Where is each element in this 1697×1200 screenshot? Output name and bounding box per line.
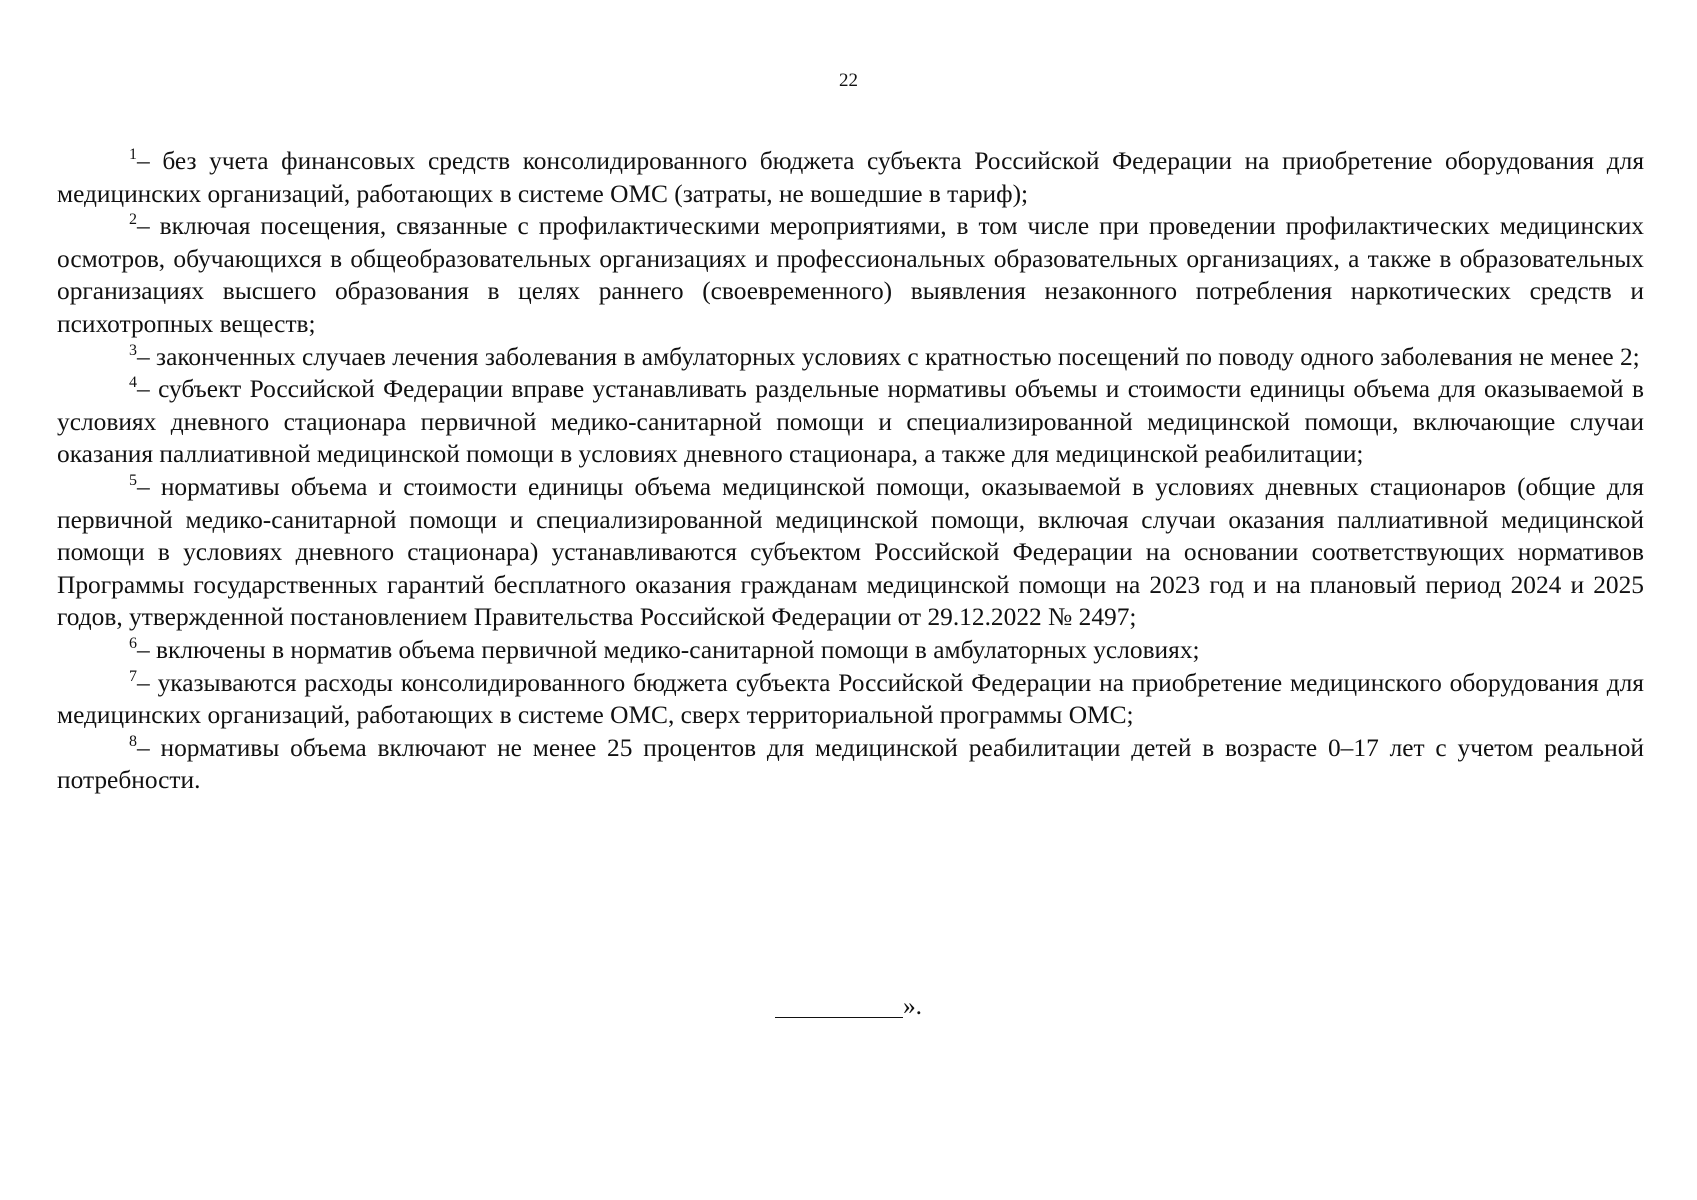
footnote-3 (57, 341, 1644, 374)
signature-rule (775, 993, 903, 1018)
footnote-8 (57, 732, 1644, 797)
footnote-marker: 1 (129, 146, 137, 163)
footnote-text: – указываются расходы консолидированного бюджета субъекта Российской Федерации на приобретение медицинского оборудования для медицинских организаций, работающих в системе ОМС, сверх территориальной программы ОМС; (57, 668, 1644, 730)
page-number: 22 (839, 70, 858, 91)
footnote-2 (57, 210, 1644, 340)
footnote-text: – нормативы объема и стоимости единицы объема медицинской помощи, оказываемой в условиях дневных стационаров (общие для первичной медико-санитарной помощи и специализированной медицинской помощи, включая случаи оказания паллиативной медицинской помощи в условиях дневного стационара) устанавливаются субъектом Российской Федерации на основании соответствующих нормативов Программы государственных гарантий бесплатного оказания гражданам медицинской помощи на 2023 год и на плановый период 2024 и 2025 годов, утвержденной постановлением Правительства Российской Федерации от 29.12.2022 № 2497; (57, 472, 1644, 632)
footnote-text: – законченных случаев лечения заболевания в амбулаторных условиях с кратностью посещений по поводу одного заболевания не менее 2; (137, 342, 1640, 371)
footnote-marker: 2 (129, 211, 137, 229)
footnote-marker: 4 (129, 374, 137, 392)
footnote-text: – субъект Российской Федерации вправе устанавливать раздельные нормативы объемы и стоимости единицы объема для оказываемой в условиях дневного стационара первичной медико-санитарной помощи и специализированной медицинской помощи, включающие случаи оказания паллиативной медицинской помощи в условиях дневного стационара, а также для медицинской реабилитации; (57, 375, 1644, 469)
closing-line (0, 990, 1697, 1022)
footnote-text: – включены в норматив объема первичной медико-санитарной помощи в амбулаторных условиях; (137, 635, 1200, 664)
footnote-5 (57, 471, 1644, 634)
footnote-4 (57, 373, 1644, 471)
footnote-7 (57, 667, 1644, 732)
footnote-marker: 6 (129, 634, 137, 652)
footnote-marker: 5 (129, 471, 137, 489)
footnote-6 (57, 634, 1644, 667)
footnote-marker: 7 (129, 667, 137, 685)
footnote-1 (57, 145, 1644, 210)
closing-quote-mark: ». (902, 992, 923, 1020)
footnote-text: – нормативы объема включают не менее 25 процентов для медицинской реабилитации детей в возрасте 0–17 лет с учетом реальной потребности. (57, 733, 1644, 795)
footnote-marker: 8 (129, 732, 137, 750)
footnotes-list (57, 145, 1644, 797)
footnote-marker: 3 (129, 341, 137, 359)
footnote-text: – без учета финансовых средств консолидированного бюджета субъекта Российской Федерации на приобретение оборудования для медицинских организаций, работающих в системе ОМС (затраты, не вошедшие в тариф); (57, 147, 1644, 208)
footnote-text: – включая посещения, связанные с профилактическими мероприятиями, в том числе при проведении профилактических медицинских осмотров, обучающихся в общеобразовательных организациях и профессиональных образовательных организациях, а также в образовательных организациях высшего образования в целях раннего (своевременного) выявления незаконного потребления наркотических средств и психотропных веществ; (57, 212, 1644, 338)
